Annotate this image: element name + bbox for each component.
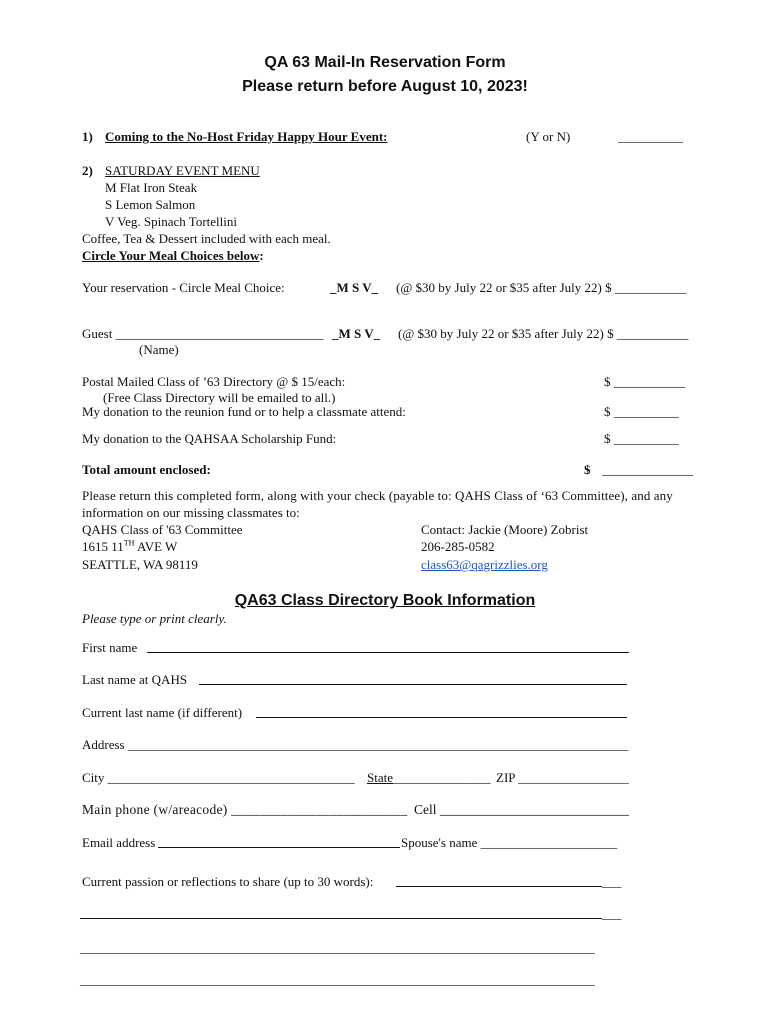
reservation-label: Your reservation - Circle Meal Choice: — [82, 280, 285, 295]
menu-item-steak: M Flat Iron Steak — [105, 180, 198, 195]
email-label: Email address — [82, 835, 156, 850]
q1-yn-hint: (Y or N) — [526, 129, 571, 144]
passion-line-4[interactable]: _____________________________________________________________________________________ — [80, 972, 595, 987]
q2-heading: SATURDAY EVENT MENU — [105, 163, 260, 178]
state-field[interactable]: _______________ — [393, 770, 491, 785]
passion-field-tail: ___ — [602, 874, 622, 889]
email-field[interactable] — [158, 847, 400, 848]
q1-label: Coming to the No-Host Friday Happy Hour Event: — [105, 129, 388, 144]
state-label: State — [367, 770, 393, 785]
first-name-field[interactable] — [147, 652, 629, 653]
reunion-donation-field[interactable]: $ __________ — [604, 404, 679, 419]
scholarship-donation-field[interactable]: $ __________ — [604, 431, 679, 446]
passion-label: Current passion or reflections to share (up to 30 words): — [82, 874, 374, 889]
passion-line-2[interactable] — [80, 918, 602, 919]
zip-field[interactable]: ZIP _________________ — [496, 770, 629, 785]
q2-number: 2) — [82, 163, 93, 178]
q1-number: 1) — [82, 129, 93, 144]
first-name-label: First name — [82, 640, 138, 655]
contact-name: Contact: Jackie (Moore) Zobrist — [421, 522, 589, 537]
form-title: QA 63 Mail-In Reservation Form — [264, 54, 506, 71]
total-label: Total amount enclosed: — [82, 462, 211, 477]
passion-line-3[interactable]: _____________________________________________________________________________________ — [80, 940, 595, 955]
reunion-donation-label: My donation to the reunion fund or to help a classmate attend: — [82, 404, 406, 419]
passion-field[interactable] — [396, 886, 602, 887]
cell-field[interactable]: Cell ____________________________ — [414, 802, 629, 817]
return-note-line2: information on our missing classmates to: — [82, 505, 300, 520]
guest-name-hint: (Name) — [139, 342, 179, 357]
directory-info-title: QA63 Class Directory Book Information — [234, 592, 536, 609]
contact-phone: 206-285-0582 — [421, 539, 495, 554]
directory-amount-field[interactable]: $ ___________ — [604, 374, 686, 389]
meal-note: Coffee, Tea & Dessert included with each meal. — [82, 231, 331, 246]
last-name-qahs-field[interactable] — [199, 684, 627, 685]
mailing-name: QAHS Class of '63 Committee — [82, 522, 243, 537]
directory-note: (Free Class Directory will be emailed to all.) — [103, 390, 336, 405]
city-field[interactable]: City ______________________________________ — [82, 770, 355, 785]
q1-answer-field[interactable]: __________ — [618, 129, 683, 144]
scholarship-donation-label: My donation to the QAHSAA Scholarship Fund: — [82, 431, 337, 446]
main-phone-field[interactable]: Main phone (w/areacode) _________________________ — [82, 802, 408, 817]
passion-line-2-tail: ___ — [602, 906, 622, 921]
current-last-name-field[interactable] — [256, 717, 627, 718]
current-last-name-label: Current last name (if different) — [82, 705, 243, 720]
form-subtitle: Please return before August 10, 2023! — [242, 78, 528, 95]
return-note-line1: Please return this completed form, along with your check (payable to: QAHS Class of ‘63 Committee), and any — [82, 488, 673, 503]
reservation-price: (@ $30 by July 22 or $35 after July 22) $ ___________ — [396, 280, 687, 295]
guest-name-field[interactable]: Guest ________________________________ — [82, 326, 324, 341]
guest-meal-choices[interactable]: _M S V_ — [332, 326, 381, 341]
total-dollar-sign: $ — [584, 462, 591, 477]
circle-choices-label: Circle Your Meal Choices below: — [82, 248, 264, 263]
menu-item-salmon: S Lemon Salmon — [105, 197, 196, 212]
menu-item-tortellini: V Veg. Spinach Tortellini — [105, 214, 237, 229]
last-name-qahs-label: Last name at QAHS — [82, 672, 188, 687]
total-amount-field[interactable]: ______________ — [602, 462, 693, 477]
address-field[interactable]: Address _____________________________________________________________________________ — [82, 737, 629, 752]
directory-instruction: Please type or print clearly. — [82, 611, 227, 626]
mailing-city: SEATTLE, WA 98119 — [82, 557, 198, 572]
spouse-name-field[interactable]: Spouse's name _____________________ — [401, 835, 618, 850]
reservation-meal-choices[interactable]: _M S V_ — [330, 280, 379, 295]
guest-price: (@ $30 by July 22 or $35 after July 22) $ ___________ — [398, 326, 689, 341]
directory-label: Postal Mailed Class of ’63 Directory @ $ 15/each: — [82, 374, 346, 389]
mailing-street: 1615 11TH AVE W — [82, 538, 178, 554]
contact-email-link[interactable]: class63@qagrizzlies.org — [421, 557, 548, 572]
